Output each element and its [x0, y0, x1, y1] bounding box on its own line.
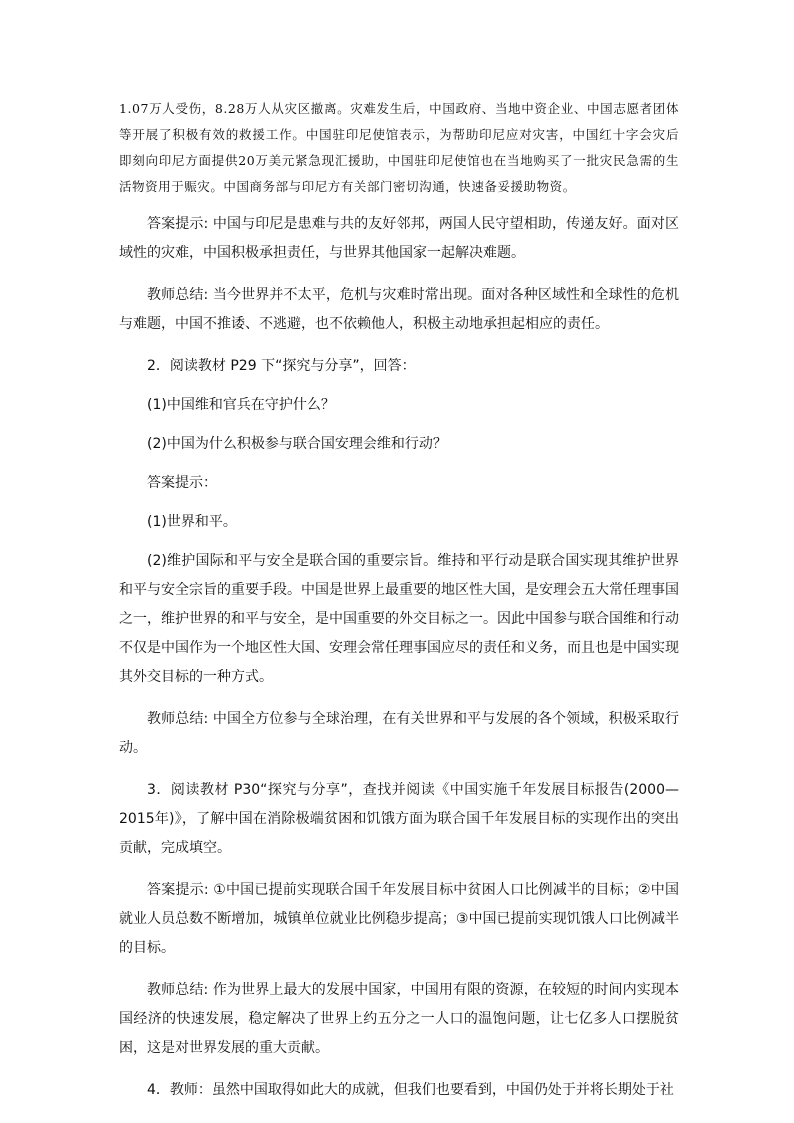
answer-hint-label: 答案提示： — [147, 475, 217, 491]
teacher-summary-paragraph: 教师总结: 当今世界并不太平，危机与灾难时常出现。面对各种区域性和全球性的危机与难题，中国不推诿、不逃避，也不依赖他人，积极主动地承担起相应的责任。 — [119, 287, 679, 332]
question-2-sub-2: (2)中国为什么积极参与联合国安理会维和行动？ — [147, 436, 447, 452]
question-3-prompt: 3．阅读教材 P30“探究与分享”，查找并阅读《中国实施千年发展目标报告(2000—2015年)》，了解中国在消除极端贫困和饥饿方面为联合国千年发展目标的实现作出的突出贡献，完成填空。 — [119, 782, 679, 856]
teacher-summary-paragraph: 教师总结: 中国全方位参与全球治理，在有关世界和平与发展的各个领域，积极采取行动。 — [119, 711, 679, 756]
answer-2-1: (1)世界和平。 — [147, 514, 237, 530]
case-material-text: 1.07万人受伤，8.28万人从灾区撤离。灾难发生后，中国政府、当地中资企业、中国志愿者团体等开展了积极有效的救援工作。中国驻印尼使馆表示，为帮助印尼应对灾害，中国红十字会灾后即刻向印尼方面提供20万美元紧急现汇援助，中国驻印尼使馆也在当地购买了一批灾民急需的生活物资用于赈灾。中国商务部与印尼方有关部门密切沟通，快速备妥援助物资。 — [119, 101, 679, 194]
answer-hint-paragraph: 答案提示: 中国与印尼是患难与共的友好邻邦，两国人民守望相助，传递友好。面对区域性的灾难，中国积极承担责任，与世界其他国家一起解决难题。 — [119, 216, 679, 261]
question-4-teacher-text: 4．教师：虽然中国取得如此大的成就，但我们也要看到，中国仍处于并将长期处于社 — [147, 1082, 674, 1098]
document-page — [119, 96, 679, 1118]
answer-2-2: (2)维护国际和平与安全是联合国的重要宗旨。维持和平行动是联合国实现其维护世界和平与安全宗旨的重要手段。中国是世界上最重要的地区性大国，是安理会五大常任理事国之一，维护世界的和平与安全，是中国重要的外交目标之一。因此中国参与联合国维和行动不仅是中国作为一个地区性大国、安理会常任理事国应尽的责任和义务，而且也是中国实现其外交目标的一种方式。 — [119, 553, 679, 685]
question-2-prompt: 2．阅读教材 P29 下“探究与分享”，回答： — [147, 358, 416, 374]
teacher-summary-paragraph: 教师总结: 作为世界上最大的发展中国家，中国用有限的资源，在较短的时间内实现本国经济的快速发展，稳定解决了世界上约五分之一人口的温饱问题，让七亿多人口摆脱贫困，这是对世界发展的重大贡献。 — [119, 982, 679, 1056]
question-2-sub-1: (1)中国维和官兵在守护什么？ — [147, 397, 335, 413]
answer-hint-paragraph: 答案提示: ①中国已提前实现联合国千年发展目标中贫困人口比例减半的目标；②中国就业人员总数不断增加，城镇单位就业比例稳步提高；③中国已提前实现饥饿人口比例减半的目标。 — [119, 882, 679, 956]
